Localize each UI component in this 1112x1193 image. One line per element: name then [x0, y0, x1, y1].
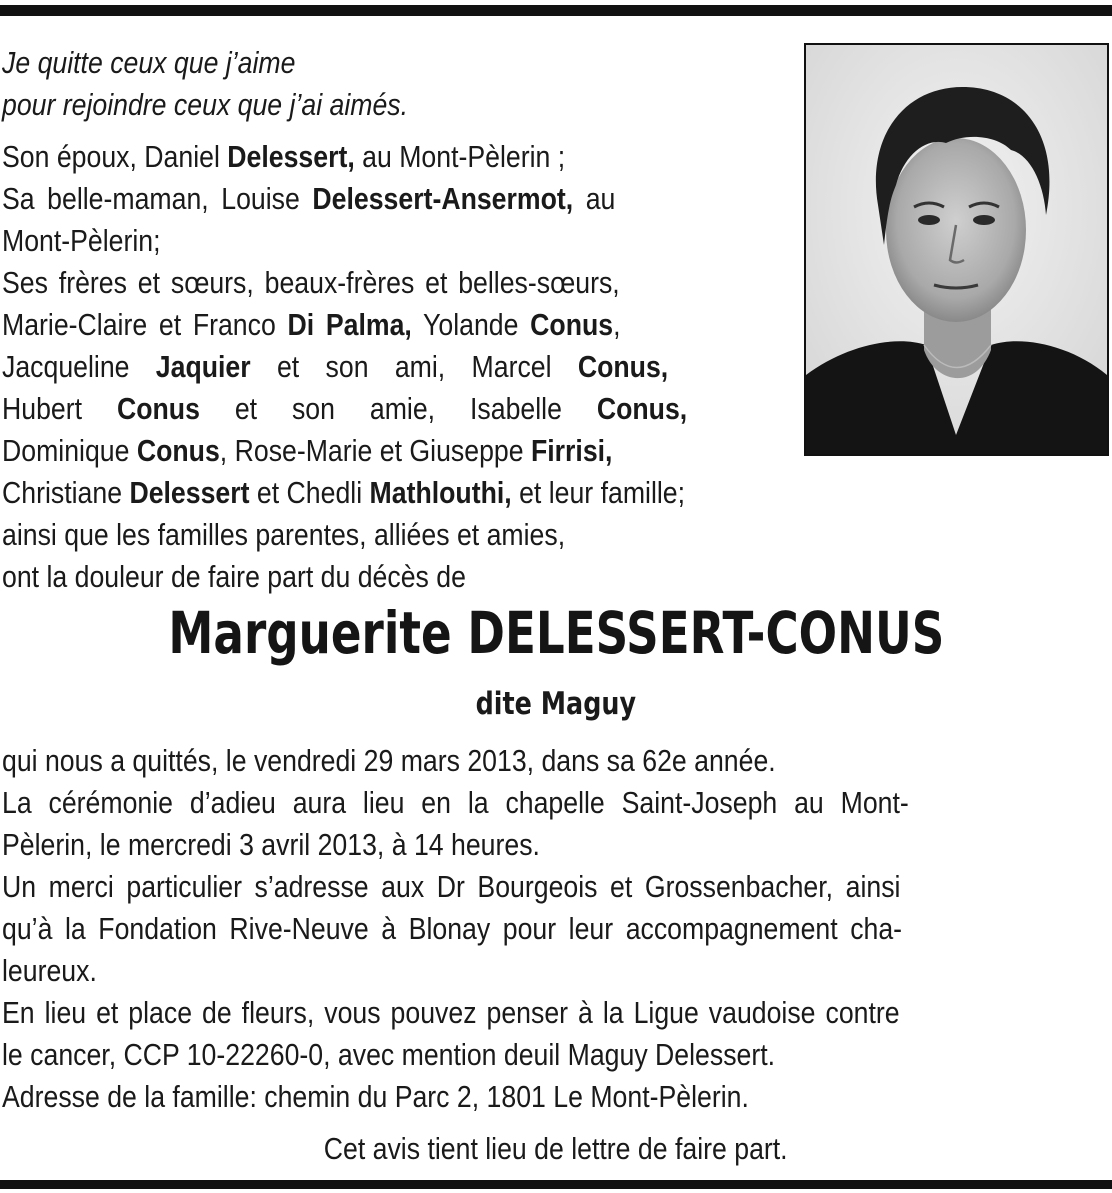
family-line: Sa belle-maman, Louise Delessert-Ansermot, au — [2, 181, 616, 216]
detail-line: Pèlerin, le mercredi 3 avril 2013, à 14 heures. — [2, 827, 540, 862]
family-line: Jacqueline Jaquier et son ami, Marcel Conus, — [2, 349, 669, 384]
family-line: ainsi que les familles parentes, alliées et amies, — [2, 517, 566, 552]
family-line: Dominique Conus, Rose-Marie et Giuseppe Firrisi, — [2, 433, 613, 468]
epigraph-line-2: pour rejoindre ceux que j’ai aimés. — [2, 87, 409, 122]
deceased-name: Marguerite DELESSERT-CONUS — [168, 599, 944, 667]
detail-line: Adresse de la famille: chemin du Parc 2, 1801 Le Mont-Pèlerin. — [2, 1079, 749, 1114]
detail-line: Un merci particulier s’adresse aux Dr Bourgeois et Grossenbacher, ainsi — [2, 869, 901, 904]
detail-line: le cancer, CCP 10-22260-0, avec mention deuil Maguy Delessert. — [2, 1037, 776, 1072]
family-line: Marie-Claire et Franco Di Palma, Yolande Conus, — [2, 307, 621, 342]
epigraph-line-1: Je quitte ceux que j’aime — [2, 45, 296, 80]
portrait-image — [806, 45, 1107, 454]
details-block — [2, 740, 909, 1118]
family-line: Hubert Conus et son amie, Isabelle Conus, — [2, 391, 688, 426]
family-line: Mont-Pèlerin; — [2, 223, 161, 258]
family-line: Christiane Delessert et Chedli Mathlouthi, et leur famille; — [2, 475, 686, 510]
detail-line: La cérémonie d’adieu aura lieu en la chapelle Saint-Joseph au Mont- — [2, 785, 909, 820]
portrait-photo — [804, 43, 1109, 456]
deceased-nickname: dite Maguy — [475, 686, 637, 722]
top-rule — [0, 5, 1112, 16]
family-line: Son époux, Daniel Delessert, au Mont-Pèlerin ; — [2, 139, 566, 174]
detail-line: qui nous a quittés, le vendredi 29 mars 2013, dans sa 62e année. — [2, 743, 776, 778]
family-list — [2, 136, 687, 598]
family-line: ont la douleur de faire part du décès de — [2, 559, 466, 594]
detail-line: leureux. — [2, 953, 97, 988]
closing-note: Cet avis tient lieu de lettre de faire part. — [324, 1131, 788, 1166]
detail-line: En lieu et place de fleurs, vous pouvez penser à la Ligue vaudoise contre — [2, 995, 900, 1030]
detail-line: qu’à la Fondation Rive-Neuve à Blonay pour leur accompagnement cha- — [2, 911, 903, 946]
epigraph — [2, 42, 408, 126]
bottom-rule — [0, 1180, 1112, 1189]
family-line: Ses frères et sœurs, beaux-frères et belles-sœurs, — [2, 265, 620, 300]
